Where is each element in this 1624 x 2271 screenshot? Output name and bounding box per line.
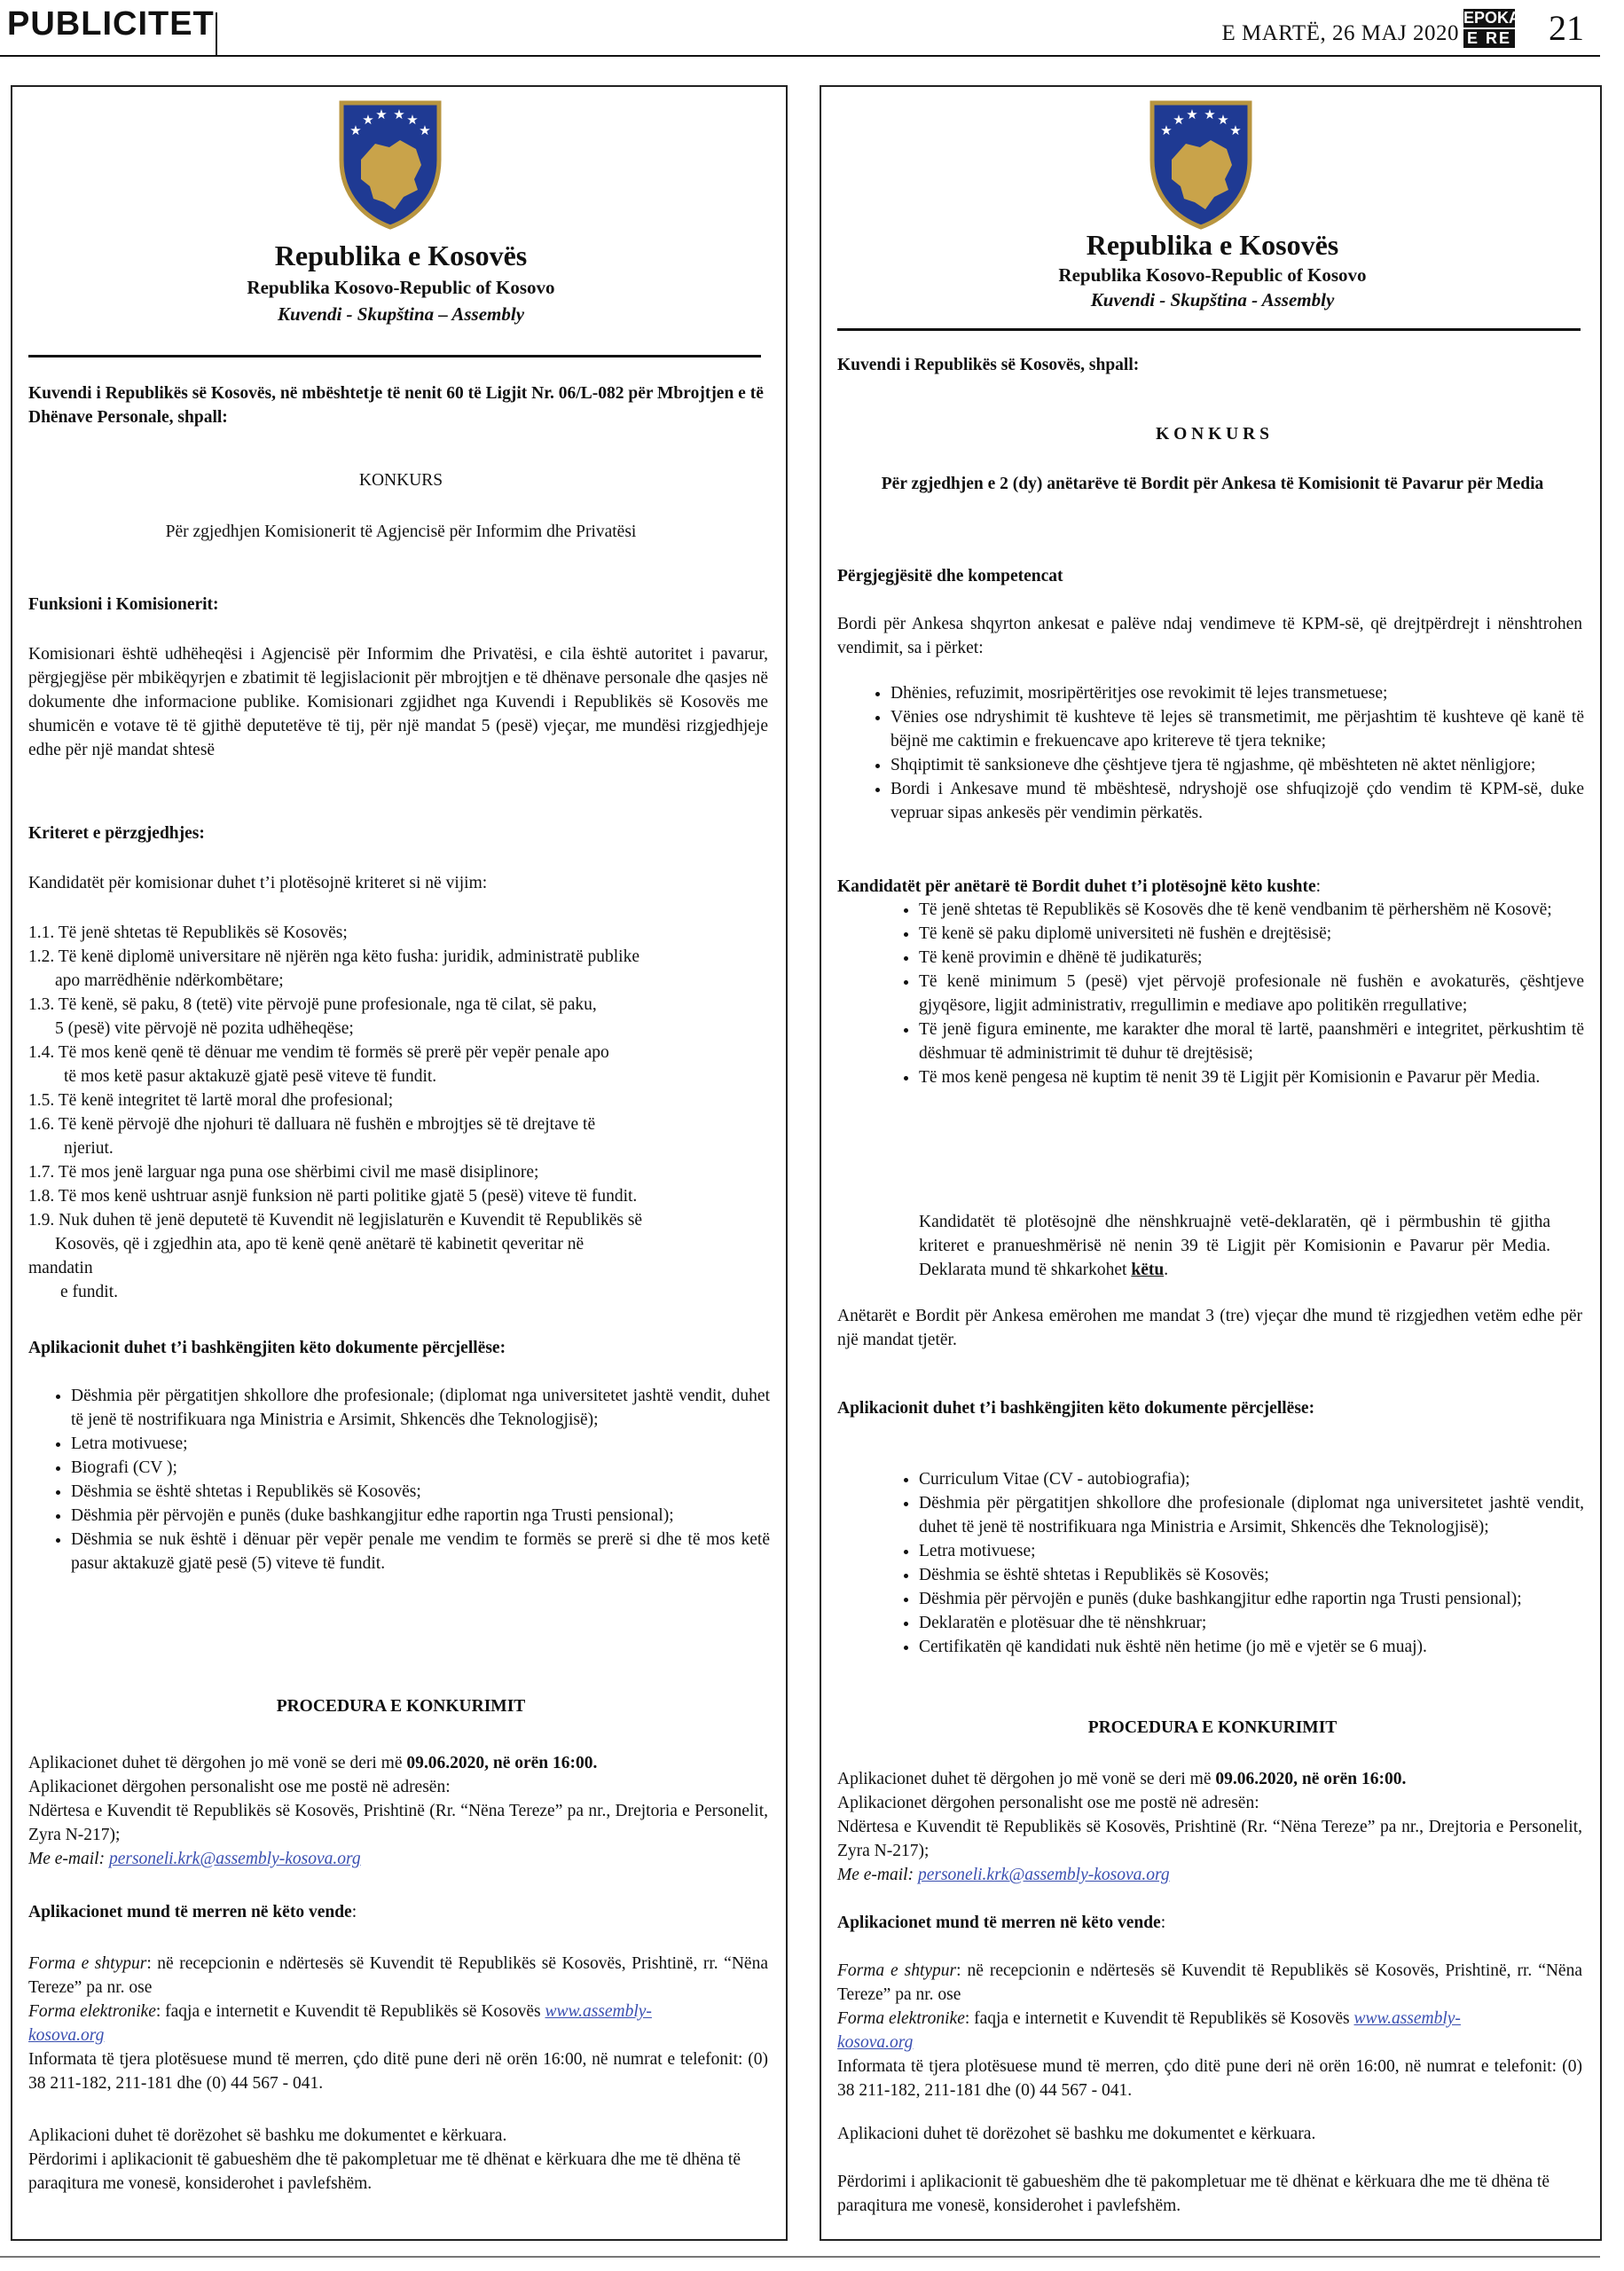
deadline xyxy=(28,1751,773,1775)
svg-text:★: ★ xyxy=(406,112,419,128)
intro-text: Kuvendi i Republikës së Kosovës, në mbështetje të nenit 60 të Ligjit Nr. 06/L-082 për Mbrojtjen e të Dhënave Personale, shpall: xyxy=(28,384,764,427)
print-form xyxy=(28,1952,768,2000)
responsibilities-list xyxy=(857,681,1584,825)
criterion-9: 1.9. Nuk duhen të jenë deputetë të Kuvendit në legjislaturën e Kuvendit të Republikës së xyxy=(28,1211,643,1230)
konkurs-title: K O N K U R S xyxy=(1156,425,1269,444)
logo-top: EPOKA xyxy=(1463,9,1521,27)
divider xyxy=(837,328,1581,331)
intro-text: Kuvendi i Republikës së Kosovës, shpall: xyxy=(837,356,1140,374)
criterion-6: 1.6. Të kenë përvojë dhe njohuri të dalluara në fushën e mbrojtjes së të drejtave të xyxy=(28,1115,596,1134)
print-form-label: Forma e shtypur xyxy=(837,1961,957,1980)
validity-note: Përdorimi i aplikacionit të gabueshëm dhe të pakompletuar me të dhënat e kërkuara dhe me të dhëna të paraqitura me vonesë, konsiderohet i pavlefshëm. xyxy=(28,2150,741,2193)
document-item: • Dëshmia për përvojën e punës (duke bashkangjitur edhe raportin nga Trusti pensional); xyxy=(919,1587,1584,1611)
svg-text:★: ★ xyxy=(419,122,431,138)
svg-text:★: ★ xyxy=(1217,112,1229,128)
conditions-heading xyxy=(837,875,1588,899)
document-item: • Dëshmia se nuk është i dënuar për vepër penale me vendim te formës se prerë si dhe të mos ketë pasur aktakuzë gjatë pesë (5) viteve të fundit. xyxy=(71,1528,770,1576)
conditions-colon: : xyxy=(1315,877,1322,896)
divider xyxy=(28,355,761,358)
konkurs-title: KONKURS xyxy=(358,471,443,490)
criteria-heading: Kriteret e përzgjedhjes: xyxy=(28,824,205,843)
page-number: 21 xyxy=(1549,8,1584,48)
criterion-6-cont: njeriut. xyxy=(64,1139,114,1158)
svg-text:★: ★ xyxy=(1229,122,1242,138)
documents-heading: Aplikacionit duhet t’i bashkëngjiten këto dokumente përcjellëse: xyxy=(837,1399,1315,1418)
deadline-text: Aplikacionet duhet të dërgohen jo më vonë se deri më xyxy=(837,1770,1216,1788)
criterion-7: 1.7. Të mos jenë larguar nga puna ose shërbimi civil me masë disiplinore; xyxy=(28,1163,539,1182)
validity-note: Përdorimi i aplikacionit të gabueshëm dhe të pakompletuar me të dhënat e kërkuara dhe me të dhëna të paraqitura me vonesë, konsiderohet i pavlefshëm. xyxy=(837,2173,1549,2215)
address: Ndërtesa e Kuvendit të Republikës së Kosovës, Prishtinë (Rr. “Nëna Tereze” pa nr., Drejtoria e Personelit, Zyra N-217); xyxy=(28,1802,768,1844)
website-link-cont[interactable]: kosova.org xyxy=(28,2026,105,2045)
logo-bottom: E RE xyxy=(1463,29,1515,48)
criterion-4-cont: të mos ketë pasur aktakuzë gjatë pesë viteve të fundit. xyxy=(64,1067,437,1086)
declaration-end: . xyxy=(1164,1261,1169,1279)
email-label: Me e-mail: xyxy=(28,1850,109,1868)
places-heading xyxy=(837,1911,1588,1935)
closing-note: Aplikacioni duhet të dorëzohet së bashku me dokumentet e kërkuara. xyxy=(837,2125,1316,2143)
document-item: • Certifikatën që kandidati nuk është nën hetime (jo më e vjetër se 6 muaj). xyxy=(919,1635,1584,1659)
criterion-9-cont3: e fundit. xyxy=(60,1283,118,1301)
conditions-heading-text: Kandidatët për anëtarë të Bordit duhet t’i plotësojnë këto kushte xyxy=(837,877,1316,896)
svg-text:★: ★ xyxy=(375,106,388,122)
footer-rule xyxy=(0,2256,1600,2258)
email-line xyxy=(837,1863,1588,1887)
declaration-text xyxy=(919,1210,1550,1282)
responsibilities-heading: Përgjegjësitë dhe kompetencat xyxy=(837,567,1063,585)
deadline-date: 09.06.2020, në orën 16:00. xyxy=(406,1754,598,1772)
website-link-cont[interactable]: kosova.org xyxy=(837,2033,914,2052)
responsibility-item: • Bordi i Ankesave mund të mbështesë, ndryshojë ose shfuqizojë çdo vendim të KPM-së, duke vepruar sipas ankesës për vendimin përkatës. xyxy=(890,777,1584,825)
website-link[interactable]: www.assembly- xyxy=(545,2002,652,2021)
deadline xyxy=(837,1767,1588,1791)
email-label: Me e-mail: xyxy=(837,1866,918,1884)
kosovo-coat-of-arms-icon xyxy=(334,98,446,231)
document-item: • Deklaratën e plotësuar dhe të nënshkruar; xyxy=(919,1611,1584,1635)
extra-info: Informata të tjera plotësuese mund të merren, çdo ditë pune deri në orën 16:00, në numrat e telefonit: (0) 38 211-182, 211-181 dhe (0) 44 567 - 041. xyxy=(28,2050,768,2093)
condition-item: • Të kenë minimum 5 (pesë) vjet përvojë profesionale në fushën e avokaturës, çështjeve gjyqësore, ligjit administrativ, rregullimin e mediave apo politikën rregullative; xyxy=(919,970,1584,1018)
document-item: • Dëshmia për përvojën e punës (duke bashkangjitur edhe raportin nga Trusti pensional); xyxy=(71,1504,770,1528)
newspaper-logo xyxy=(1463,9,1521,50)
criteria-intro: Kandidatët për komisionar duhet t’i plotësojnë kriteret si në vijim: xyxy=(28,874,488,892)
document-item: • Letra motivuese; xyxy=(919,1539,1584,1563)
svg-text:★: ★ xyxy=(349,122,362,138)
republic-subtitle: Republika Kosovo-Republic of Kosovo xyxy=(1058,264,1367,286)
criterion-5: 1.5. Të kenë integritet të lartë moral dhe profesional; xyxy=(28,1091,394,1110)
assembly-name: Kuvendi - Skupština – Assembly xyxy=(277,303,525,325)
criterion-9-cont: Kosovës, që i zgjedhin ata, apo të kenë qenë anëtarë të kabinetit qeveritar në xyxy=(55,1235,584,1253)
address: Ndërtesa e Kuvendit të Republikës së Kosovës, Prishtinë (Rr. “Nëna Tereze” pa nr., Drejtoria e Personelit, Zyra N-217); xyxy=(837,1818,1582,1860)
print-form xyxy=(837,1959,1582,2007)
send-info: Aplikacionet dërgohen personalisht ose me postë në adresën: xyxy=(28,1778,451,1796)
document-item: • Biografi (CV ); xyxy=(71,1456,770,1480)
criterion-4: 1.4. Të mos kenë qenë të dënuar me vendim të formës së prerë për vepër penale apo xyxy=(28,1043,609,1062)
electronic-form-label: Forma elektronike xyxy=(28,2002,156,2021)
documents-heading: Aplikacionit duhet t’i bashkëngjiten këto dokumente përcjellëse: xyxy=(28,1339,506,1357)
issue-date: E MARTË, 26 MAJ 2020 xyxy=(1221,21,1459,45)
document-item: • Dëshmia se është shtetas i Republikës së Kosovës; xyxy=(919,1563,1584,1587)
print-form-label: Forma e shtypur xyxy=(28,1954,147,1973)
document-item: • Dëshmia për përgatitjen shkollore dhe profesionale (diplomat nga universitetet jashtë vendit, duhet të jenë të nostrifikuara nga Ministria e Arsimit, Shkencës dhe Teknologjisë); xyxy=(919,1491,1584,1539)
criterion-2: 1.2. Të kenë diplomë universitare në njërën nga këto fusha: juridik, administratë publike xyxy=(28,947,639,966)
procedure-heading: PROCEDURA E KONKURIMIT xyxy=(276,1697,526,1716)
places-colon: : xyxy=(1160,1913,1166,1932)
print-form-text: : në recepcionin e ndërtesës së Kuvendit të Republikës së Kosovës, Prishtinë, rr. “Nëna Tereze” pa nr. ose xyxy=(837,1961,1582,2004)
svg-text:★: ★ xyxy=(1173,112,1185,128)
places-heading-text: Aplikacionet mund të merren në këto vende xyxy=(28,1903,352,1921)
procedure-heading: PROCEDURA E KONKURIMIT xyxy=(1087,1718,1338,1737)
electronic-form xyxy=(837,2007,1588,2055)
email-line xyxy=(28,1847,773,1871)
republic-name: Republika e Kosovës xyxy=(1086,229,1339,261)
declaration-body: Kandidatët të plotësojnë dhe nënshkruajnë vetë-deklaratën, që i përmbushin të gjitha kriteret e pranueshmërisë në nenin 39 të Ligjit për Komisionin e Pavarur për Media. Deklarata mund të shkarkohet xyxy=(919,1213,1550,1279)
documents-list xyxy=(885,1467,1584,1659)
assembly-name: Kuvendi - Skupština - Assembly xyxy=(1090,289,1335,310)
closing-note: Aplikacioni duhet të dorëzohet së bashku me dokumentet e kërkuara. xyxy=(28,2126,507,2145)
conditions-list xyxy=(885,898,1584,1089)
extra-info: Informata të tjera plotësuese mund të merren, çdo ditë pune deri në orën 16:00, në numrat e telefonit: (0) 38 211-182, 211-181 dhe (0) 44 567 - 041. xyxy=(837,2057,1582,2100)
konkurs-subject: Për zgjedhjen Komisionerit të Agjencisë për Informim dhe Privatësi xyxy=(165,523,637,541)
electronic-form-text: : faqja e internetit e Kuvendit të Republikës së Kosovës xyxy=(964,2009,1354,2028)
condition-item: • Të kenë provimin e dhënë të judikaturës; xyxy=(919,946,1584,970)
term-text: Anëtarët e Bordit për Ankesa emërohen me mandat 3 (tre) vjeçar dhe mund të rizgjedhen vetëm edhe për një mandat tjetër. xyxy=(837,1307,1582,1349)
condition-item: • Të kenë së paku diplomë universiteti në fushën e drejtësisë; xyxy=(919,922,1584,946)
function-heading: Funksioni i Komisionerit: xyxy=(28,595,219,614)
criterion-2-cont: apo marrëdhënie ndërkombëtare; xyxy=(55,971,284,990)
criterion-3: 1.3. Të kenë, së paku, 8 (tetë) vite përvojë pune profesionale, nga të cilat, së paku, xyxy=(28,995,597,1014)
document-item: • Curriculum Vitae (CV - autobiografia); xyxy=(919,1467,1584,1491)
responsibilities-text: Bordi për Ankesa shqyrton ankesat e palëve ndaj vendimeve të KPM-së, që drejtpërdrejt i nënshtrohen vendimit, sa i përket: xyxy=(837,615,1582,657)
section-label: PUBLICITET xyxy=(7,5,215,43)
svg-text:★: ★ xyxy=(1204,106,1216,122)
svg-text:★: ★ xyxy=(362,112,374,128)
page-header xyxy=(0,0,1624,60)
criteria-list xyxy=(28,921,773,1304)
deadline-date: 09.06.2020, në orën 16:00. xyxy=(1215,1770,1407,1788)
function-text: Komisionari është udhëheqësi i Agjencisë për Informim dhe Privatësi, e cila është autoritet i pavarur, përgjegjëse për mbikëqyrjen e zbatimit të legjislacionit për mbrojtjen e të dhënave personale dhe qasjes në dokumente dhe informacione publike. Komisionari zgjidhet nga Kuvendi i Republikës së Kosovës me shumicën e votave të të gjithë deputetëve të tij, për një mandat 5 (pesë) vjeçar, me mundësi rizgjedhjeje edhe për një mandat shtesë xyxy=(28,645,768,759)
republic-subtitle: Republika Kosovo-Republic of Kosovo xyxy=(247,277,555,298)
responsibility-item: • Vënies ose ndryshimit të kushteve të lejes së transmetimit, me përjashtim të kushteve që kanë të bëjnë me caktimin e frekuencave apo kritereve të tjera teknike; xyxy=(890,705,1584,753)
electronic-form xyxy=(28,2000,773,2047)
condition-item: • Të mos kenë pengesa në kuptim të nenit 39 të Ligjit për Komisionin e Pavarur për Media. xyxy=(919,1065,1584,1089)
header-rule xyxy=(0,55,1600,57)
places-colon: : xyxy=(351,1903,357,1921)
email-link[interactable]: personeli.krk@assembly-kosova.org xyxy=(917,1866,1170,1884)
responsibility-item: • Shqiptimit të sanksioneve dhe çështjeve tjera të ngjashme, që mbështeten në aktet nënligjore; xyxy=(890,753,1584,777)
places-heading-text: Aplikacionet mund të merren në këto vende xyxy=(837,1913,1161,1932)
announcement-right xyxy=(820,85,1602,2241)
document-item: • Letra motivuese; xyxy=(71,1432,770,1456)
declaration-download-link[interactable]: këtu xyxy=(1131,1261,1165,1279)
email-link[interactable]: personeli.krk@assembly-kosova.org xyxy=(108,1850,361,1868)
send-info: Aplikacionet dërgohen personalisht ose me postë në adresën: xyxy=(837,1794,1259,1812)
documents-list xyxy=(37,1384,770,1576)
konkurs-subject: Për zgjedhjen e 2 (dy) anëtarëve të Bordit për Ankesa të Komisionit të Pavarur për Media xyxy=(881,475,1544,493)
announcement-left xyxy=(11,85,788,2241)
criterion-8: 1.8. Të mos kenë ushtruar asnjë funksion në parti politike gjatë 5 (pesë) viteve të fundit. xyxy=(28,1187,638,1206)
republic-name: Republika e Kosovës xyxy=(274,240,528,271)
kosovo-coat-of-arms-icon xyxy=(1145,98,1257,231)
deadline-text: Aplikacionet duhet të dërgohen jo më vonë se deri më xyxy=(28,1754,407,1772)
document-item: • Dëshmia për përgatitjen shkollore dhe profesionale; (diplomat nga universitetet jashtë vendit, duhet të jenë të nostrifikuara nga Ministria e Arsimit, Shkencës dhe Teknologjisë); xyxy=(71,1384,770,1432)
document-item: • Dëshmia se është shtetas i Republikës së Kosovës; xyxy=(71,1480,770,1504)
electronic-form-label: Forma elektronike xyxy=(837,2009,965,2028)
svg-text:★: ★ xyxy=(1186,106,1198,122)
header-divider xyxy=(216,12,217,57)
print-form-text: : në recepcionin e ndërtesës së Kuvendit të Republikës së Kosovës, Prishtinë, rr. “Nëna Tereze” pa nr. ose xyxy=(28,1954,768,1997)
criterion-9-cont2: mandatin xyxy=(28,1259,93,1277)
electronic-form-text: : faqja e internetit e Kuvendit të Republikës së Kosovës xyxy=(155,2002,545,2021)
responsibility-item: • Dhënies, refuzimit, mosripërtëritjes ose revokimit të lejes transmetuese; xyxy=(890,681,1584,705)
website-link[interactable]: www.assembly- xyxy=(1353,2009,1461,2028)
svg-text:★: ★ xyxy=(393,106,405,122)
criterion-1: 1.1. Të jenë shtetas të Republikës së Kosovës; xyxy=(28,923,348,942)
condition-item: • Të jenë shtetas të Republikës së Kosovës dhe të kenë vendbanim të përhershëm në Kosovë; xyxy=(919,898,1584,922)
svg-text:★: ★ xyxy=(1160,122,1173,138)
places-heading xyxy=(28,1900,773,1924)
criterion-3-cont: 5 (pesë) vite përvojë në pozita udhëheqëse; xyxy=(55,1019,354,1038)
condition-item: • Të jenë figura eminente, me karakter dhe moral të lartë, paanshmëri e integritet, përkushtim të dëshmuar të administrimit të duhur të drejtësisë; xyxy=(919,1018,1584,1065)
